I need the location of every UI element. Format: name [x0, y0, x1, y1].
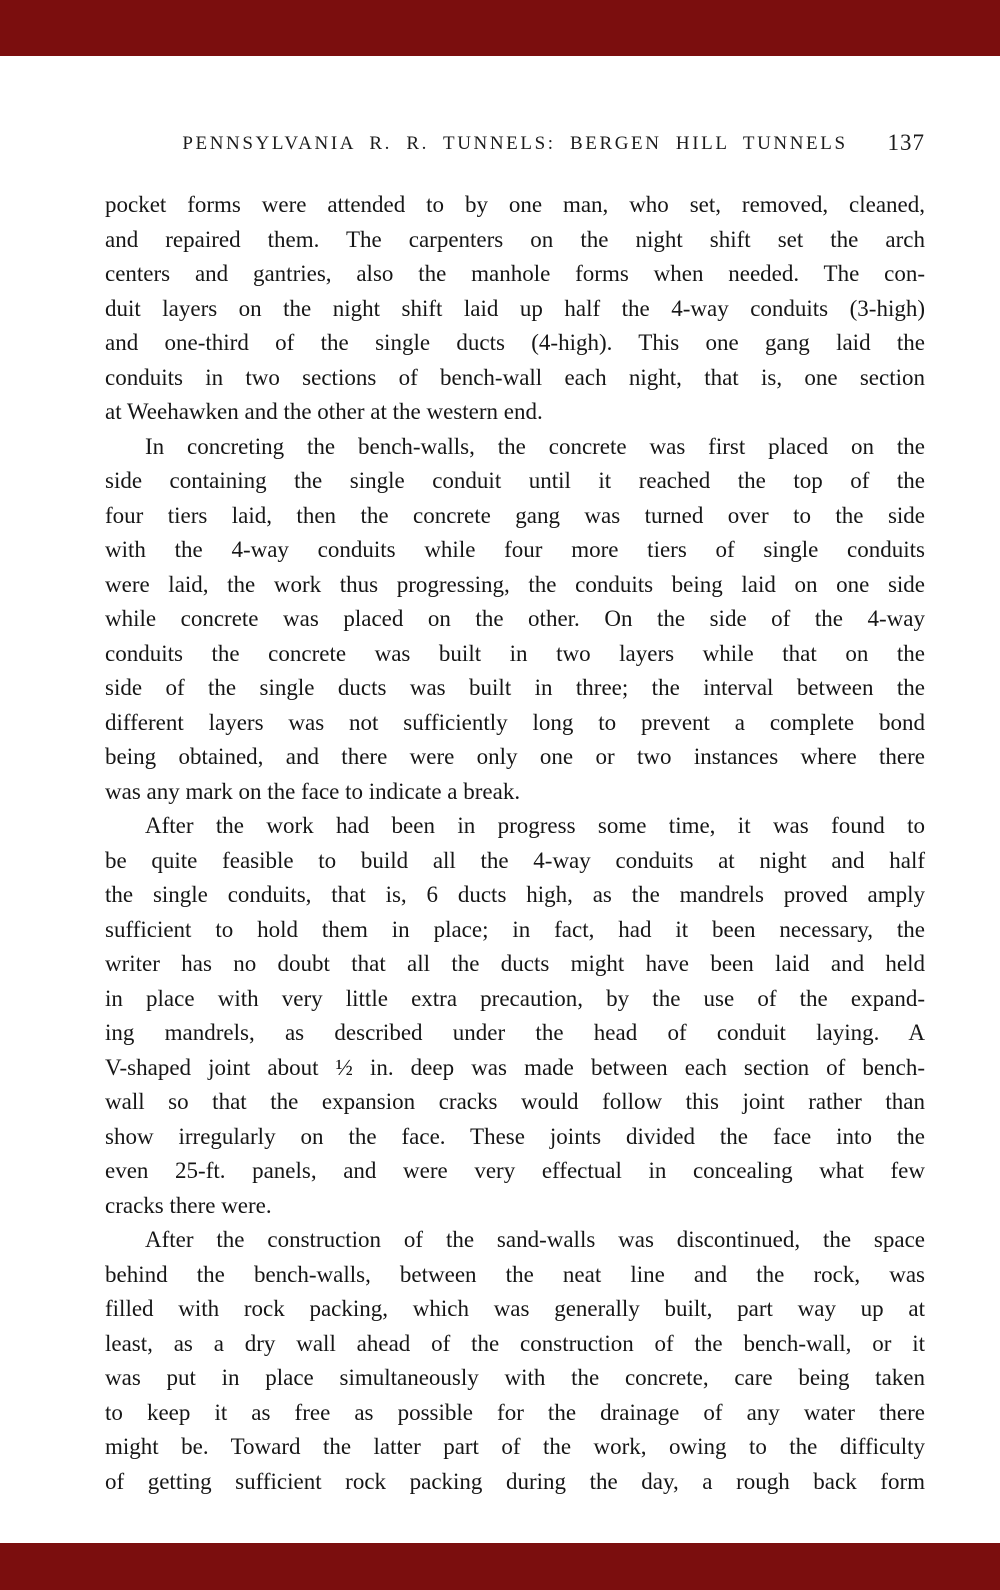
text-line: of getting sufficient rock packing during the day, a rough back form — [105, 1468, 925, 1494]
text-line: writer has no doubt that all the ducts might have been laid and held — [105, 951, 925, 976]
text-line: even 25-ft. panels, and were very effectual in concealing what few — [105, 1158, 925, 1183]
text-line: sufficient to hold them in place; in fact, had it been necessary, the — [105, 916, 925, 942]
text-line: and one-third of the single ducts (4-high). This one gang laid the — [105, 330, 925, 355]
page-number: 137 — [887, 130, 925, 155]
text-line: filled with rock packing, which was generally built, part way up at — [105, 1296, 925, 1321]
text-line: with the 4-way conduits while four more tiers of single conduits — [105, 537, 925, 562]
text-line: was any mark on the face to indicate a break. — [105, 778, 521, 804]
text-line: ing mandrels, as described under the head of conduit laying. A — [105, 1020, 925, 1045]
text-line: were laid, the work thus progressing, the conduits being laid on one side — [105, 571, 925, 597]
text-line: After the construction of the sand-walls was discontinued, the space — [145, 1227, 925, 1252]
scan-edge-top-band — [0, 0, 1000, 56]
text-line: behind the bench-walls, between the neat line and the rock, was — [105, 1261, 925, 1287]
text-line: After the work had been in progress some time, it was found to — [145, 813, 925, 838]
text-line: wall so that the expansion cracks would follow this joint rather than — [105, 1089, 925, 1114]
text-line: conduits the concrete was built in two layers while that on the — [105, 640, 925, 666]
text-line: being obtained, and there were only one or two instances where there — [105, 744, 925, 769]
page-header — [105, 130, 925, 161]
text-line: least, as a dry wall ahead of the construction of the bench-wall, or it — [105, 1330, 925, 1356]
text-line: to keep it as free as possible for the drainage of any water there — [105, 1399, 925, 1425]
running-title: PENNSYLVANIA R. R. TUNNELS: BERGEN HILL TUNNELS — [182, 133, 848, 154]
text-line: four tiers laid, then the concrete gang was turned over to the side — [105, 502, 925, 528]
text-line: was put in place simultaneously with the concrete, care being taken — [105, 1365, 925, 1390]
text-line: conduits in two sections of bench-wall each night, that is, one section — [105, 364, 925, 390]
scan-edge-bottom-band — [0, 1543, 1000, 1590]
text-line: show irregularly on the face. These joints divided the face into the — [105, 1123, 925, 1149]
text-line: different layers was not sufficiently long to prevent a complete bond — [105, 709, 925, 735]
text-line: be quite feasible to build all the 4-way conduits at night and half — [105, 847, 925, 873]
text-line: might be. Toward the latter part of the work, owing to the difficulty — [105, 1434, 925, 1459]
text-line: in place with very little extra precaution, by the use of the expand- — [105, 985, 925, 1011]
text-line: the single conduits, that is, 6 ducts high, as the mandrels proved amply — [105, 882, 925, 907]
text-line: while concrete was placed on the other. On the side of the 4-way — [105, 606, 925, 631]
text-line: In concreting the bench-walls, the concrete was first placed on the — [145, 433, 925, 459]
text-line: V-shaped joint about ½ in. deep was made between each section of bench- — [105, 1054, 925, 1080]
text-line: pocket forms were attended to by one man, who set, removed, cleaned, — [105, 192, 925, 217]
text-line: side of the single ducts was built in three; the interval between the — [105, 675, 925, 700]
text-line: centers and gantries, also the manhole forms when needed. The con- — [105, 261, 925, 286]
text-line: and repaired them. The carpenters on the night shift set the arch — [105, 226, 925, 252]
text-line: cracks there were. — [105, 1192, 272, 1218]
text-block — [105, 188, 925, 1499]
text-line: duit layers on the night shift laid up half the 4-way conduits (3-high) — [105, 295, 925, 321]
text-line: side containing the single conduit until it reached the top of the — [105, 468, 925, 493]
text-line: at Weehawken and the other at the western end. — [105, 399, 543, 424]
